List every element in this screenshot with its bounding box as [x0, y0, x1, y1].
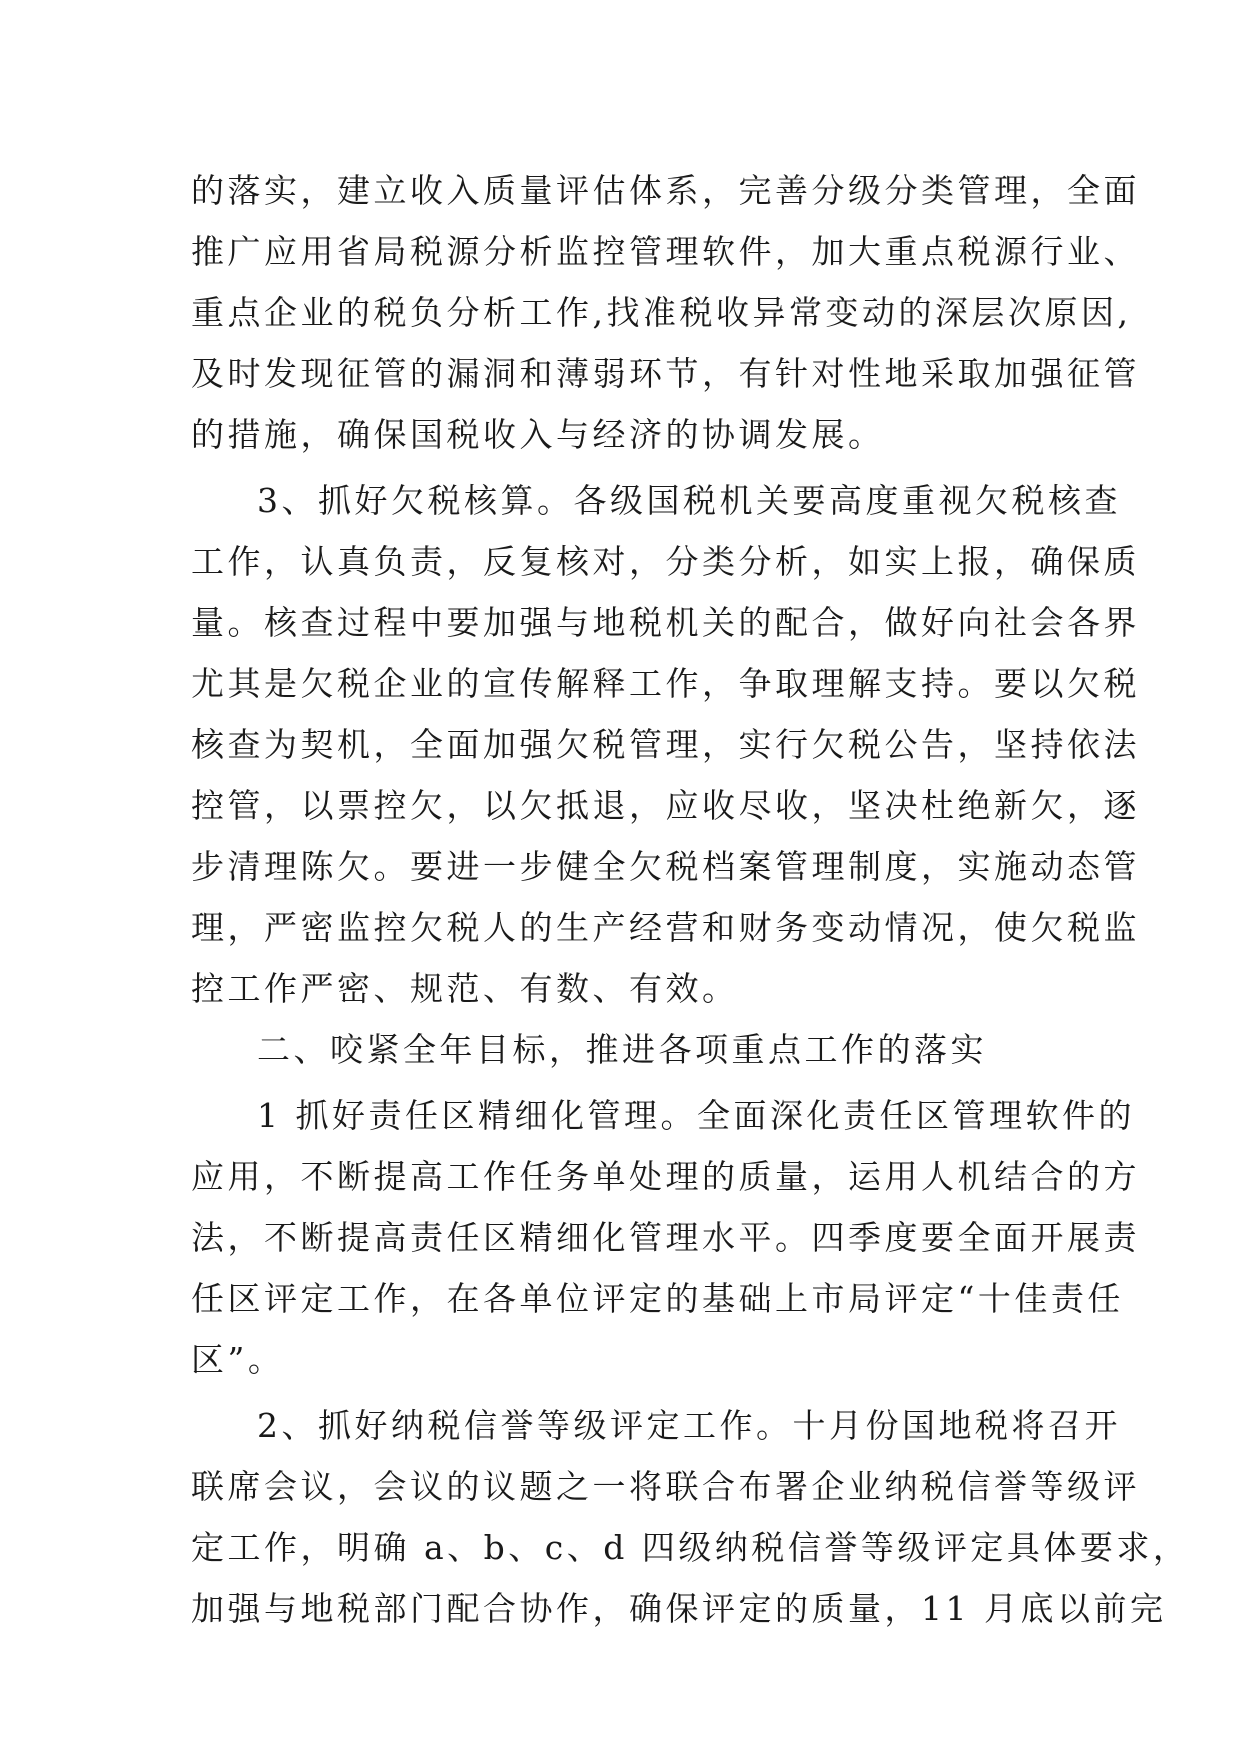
- text-line: 工作，认真负责，反复核对，分类分析，如实上报，确保质: [191, 542, 1140, 581]
- text-line: 控工作严密、规范、有数、有效。: [191, 969, 739, 1008]
- text-line: 法，不断提高责任区精细化管理水平。四季度要全面开展责: [191, 1218, 1140, 1257]
- text-line: 重点企业的税负分析工作,找准税收异常变动的深层次原因,: [191, 293, 1132, 332]
- text-line: 尤其是欠税企业的宣传解释工作，争取理解支持。要以欠税: [191, 664, 1140, 703]
- text-line: 加强与地税部门配合协作，确保评定的质量，11 月底以前完: [191, 1589, 1167, 1628]
- text-line: 区”。: [191, 1340, 285, 1379]
- text-line: 2、抓好纳税信誉等级评定工作。十月份国地税将召开: [257, 1406, 1121, 1445]
- text-line: 步清理陈欠。要进一步健全欠税档案管理制度，实施动态管: [191, 847, 1140, 886]
- text-line: 二、咬紧全年目标，推进各项重点工作的落实: [257, 1030, 987, 1069]
- text-line: 1 抓好责任区精细化管理。全面深化责任区管理软件的: [257, 1096, 1135, 1135]
- text-line: 理，严密监控欠税人的生产经营和财务变动情况，使欠税监: [191, 908, 1140, 947]
- text-line: 3、抓好欠税核算。各级国税机关要高度重视欠税核查: [257, 481, 1121, 520]
- text-line: 核查为契机，全面加强欠税管理，实行欠税公告，坚持依法: [191, 725, 1140, 764]
- text-line: 定工作，明确 a、b、c、d 四级纳税信誉等级评定具体要求，: [191, 1528, 1190, 1567]
- text-line: 的落实，建立收入质量评估体系，完善分级分类管理，全面: [191, 171, 1140, 210]
- text-line: 任区评定工作，在各单位评定的基础上市局评定“十佳责任: [191, 1279, 1124, 1318]
- text-line: 控管，以票控欠，以欠抵退，应收尽收，坚决杜绝新欠，逐: [191, 786, 1140, 825]
- document-body: [191, 160, 1190, 1639]
- text-line: 应用，不断提高工作任务单处理的质量，运用人机结合的方: [191, 1157, 1140, 1196]
- text-line: 及时发现征管的漏洞和薄弱环节，有针对性地采取加强征管: [191, 354, 1140, 393]
- text-line: 量。核查过程中要加强与地税机关的配合，做好向社会各界: [191, 603, 1140, 642]
- text-line: 的措施，确保国税收入与经济的协调发展。: [191, 415, 885, 454]
- text-line: 推广应用省局税源分析监控管理软件，加大重点税源行业、: [191, 232, 1140, 271]
- text-line: 联席会议，会议的议题之一将联合布署企业纳税信誉等级评: [191, 1467, 1140, 1506]
